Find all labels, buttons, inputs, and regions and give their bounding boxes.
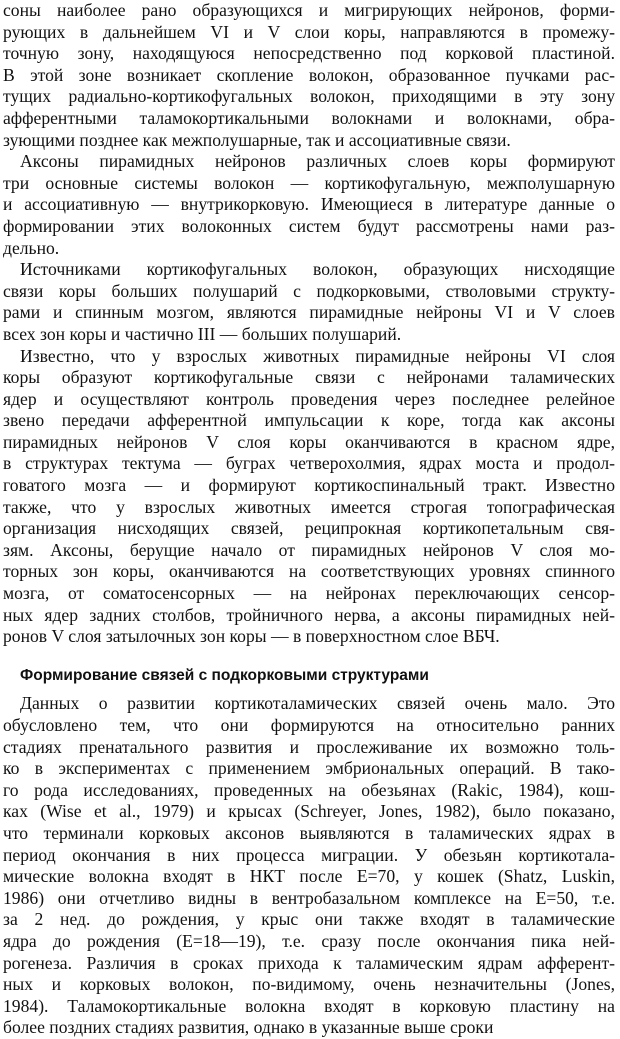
text-line: Источниками кортикофугальных волокон, образующих нисходящие	[20, 259, 615, 280]
section-heading: Формирование связей с подкорковыми структурами	[20, 666, 429, 684]
text-line: Аксоны пирамидных нейронов различных слоев коры формируют	[20, 151, 615, 172]
text-line: всех зон коры и частично III — больших полушарий.	[3, 323, 402, 344]
text-line: тущих радиально-кортикофугальных волокон, приходящими в эту зону	[3, 86, 615, 107]
text-line: мозга, от соматосенсорных — на нейронах переключающих сенсор-	[3, 583, 615, 604]
text-line: пирамидных нейронов V слоя коры оканчиваются в красном ядре,	[3, 431, 615, 452]
text-line: 1986) они отчетливо видны в вентробазальном комплексе на E=50, т.е.	[3, 887, 615, 908]
text-line: также, что у взрослых животных имеется строгая топографическая	[3, 496, 615, 517]
text-line: организация нисходящих связей, реципрокная кортикопетальным свя-	[3, 518, 615, 539]
text-line: рогенеза. Различия в сроках прихода к таламическим ядрам афферент-	[3, 952, 615, 973]
text-line: Данных о развитии кортикоталамических связей очень мало. Это	[20, 693, 615, 714]
book-page	[3, 0, 615, 1039]
text-line: стадиях пренатального развития и прослеживание их возможно толь-	[3, 736, 615, 757]
text-line: ко в экспериментах с применением эмбриональных операций. В тако-	[3, 758, 615, 779]
text-line: соны наиболее рано образующихся и мигрирующих нейронов, форми-	[3, 0, 615, 20]
text-line: связи коры больших полушарий с подкорковыми, стволовыми структу-	[3, 280, 615, 301]
text-line: ронов V слоя затылочных зон коры — в поверхностном слое ВБЧ.	[3, 626, 500, 647]
text-line: рующих в дальнейшем VI и V слои коры, направляются в промежу-	[3, 21, 615, 42]
text-line: точную зону, находящуюся непосредственно под корковой пластиной.	[3, 43, 615, 64]
text-line: 1984). Таламокортикальные волокна входят в корковую пластину на	[3, 995, 615, 1016]
text-line: говатого мозга — и формируют кортикоспинальный тракт. Известно	[3, 475, 615, 496]
text-line: ных и корковых волокон, по-видимому, очень незначительны (Jones,	[3, 974, 615, 995]
text-line: в структурах тектума — буграх четверохолмия, ядрах моста и продол-	[3, 453, 615, 474]
text-line: более поздних стадиях развития, однако в указанные выше сроки	[3, 1017, 494, 1038]
text-line: что терминали корковых аксонов выявляются в таламических ядрах в	[3, 822, 615, 843]
paragraph	[3, 0, 615, 151]
paragraph	[3, 151, 615, 259]
text-line: ядер и осуществляют контроль проведения через последнее релейное	[3, 388, 615, 409]
text-line: коры образуют кортикофугальные связи с нейронами таламических	[3, 367, 615, 388]
paragraph	[3, 259, 615, 345]
section-text-1	[3, 0, 615, 648]
text-line: за 2 нед. до рождения, у крыс они также входят в таламические	[3, 909, 615, 930]
text-line: ядра до рождения (E=18—19), т.е. сразу после окончания пика ней-	[3, 930, 615, 951]
text-line: торных зон коры, оканчиваются на соответствующих уровнях спинного	[3, 561, 615, 582]
text-line: обусловлено тем, что они формируются на относительно ранних	[3, 715, 615, 735]
text-line: звено передачи афферентной импульсации к коре, тогда как аксоны	[3, 410, 615, 431]
text-line: период окончания в них процесса миграции. У обезьян кортикотала-	[3, 844, 615, 865]
section-text-2	[3, 693, 615, 1039]
text-line: три основные системы волокон — кортикофугальную, межполушарную	[3, 172, 615, 193]
text-line: формировании этих волоконных систем будут рассмотрены нами раз-	[3, 215, 615, 236]
text-line: Известно, что у взрослых животных пирамидные нейроны VI слоя	[20, 345, 615, 366]
text-line: мические волокна входят в НКТ после E=70, у кошек (Shatz, Luskin,	[3, 866, 615, 887]
text-line: зям. Аксоны, берущие начало от пирамидных нейронов V слоя мо-	[3, 539, 615, 560]
text-line: ках (Wise et al., 1979) и крысах (Schreyer, Jones, 1982), было показано,	[3, 801, 615, 822]
text-line: дельно.	[3, 237, 60, 258]
text-line: и ассоциативную — внутрикорковую. Имеющиеся в литературе данные о	[3, 194, 615, 215]
text-line: рами и спинным мозгом, являются пирамидные нейроны VI и V слоев	[3, 302, 615, 323]
text-line: зующими позднее как межполушарные, так и ассоциативные связи.	[3, 129, 511, 150]
text-line: ных ядер задних столбов, тройничного нерва, а аксоны пирамидных ней-	[3, 604, 615, 625]
text-line: го рода исследованиях, проведенных на обезьянах (Rakic, 1984), кош-	[3, 779, 615, 800]
text-line: В этой зоне возникает скопление волокон, образованное пучками рас-	[3, 64, 615, 85]
text-line: афферентными таламокортикальными волокнами и волокнами, обра-	[3, 107, 615, 128]
paragraph	[3, 346, 615, 648]
paragraph	[3, 693, 615, 1039]
